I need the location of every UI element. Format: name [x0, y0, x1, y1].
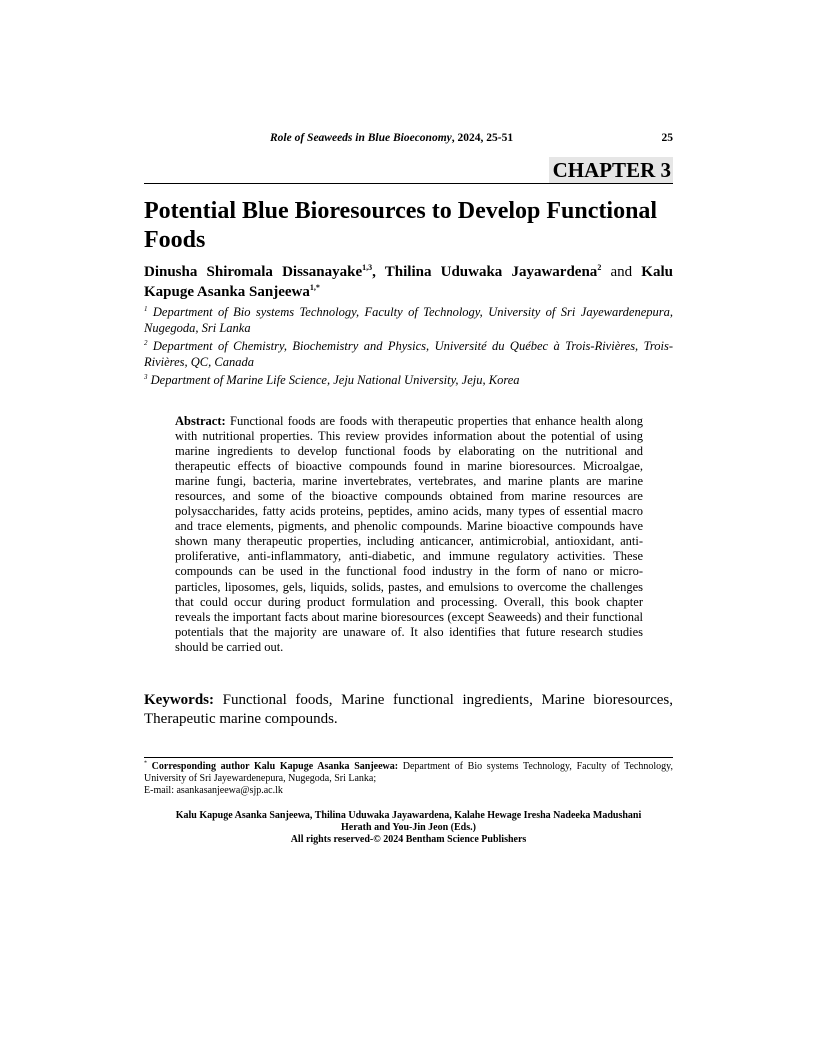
keywords [144, 691, 673, 729]
running-header-title [270, 132, 513, 144]
footnote-text: Department of Bio systems Technology, Faculty of Technology, University of Sri Jayewardenepura, Nugegoda, Sri Lanka; [144, 761, 673, 784]
affiliation [144, 372, 673, 388]
author-affiliation-mark: 1,* [309, 283, 320, 292]
footnote-divider [144, 757, 673, 758]
affiliation [144, 338, 673, 370]
affiliation-text: Department of Bio systems Technology, Faculty of Technology, University of Sri Jayewardenepura, Nugegoda, Sri Lanka [144, 305, 673, 335]
abstract-label: Abstract: [175, 414, 226, 428]
author-name: Kalu Kapuge Asanka Sanjeewa [144, 264, 673, 300]
affiliation-text: Department of Marine Life Science, Jeju National University, Jeju, Korea [147, 373, 520, 387]
keywords-label: Keywords: [144, 692, 214, 708]
copyright-line: All rights reserved-© 2024 Bentham Science Publishers [290, 834, 527, 845]
footnote-email: E-mail: asankasanjeewa@sjp.ac.lk [144, 785, 283, 796]
editors-line: Kalu Kapuge Asanka Sanjeewa, Thilina Uduwaka Jayawardena, Kalahe Hewage Iresha Nadeeka Madushani [175, 810, 642, 821]
author-name: Dinusha Shiromala Dissanayake [144, 264, 363, 280]
author-name: Thilina Uduwaka Jayawardena [384, 264, 598, 280]
affiliation-number: 2 [144, 338, 148, 347]
page [144, 0, 673, 1056]
chapter-label: CHAPTER 3 [549, 157, 673, 183]
author-conjunction: and [601, 264, 642, 280]
page-number: 25 [661, 132, 673, 144]
book-title: Role of Seaweeds in Blue Bioeconomy [270, 132, 452, 144]
publisher-info [144, 810, 673, 846]
author-affiliation-mark: 2 [597, 263, 602, 272]
affiliation-number: 1 [144, 304, 148, 313]
corresponding-author-footnote [144, 761, 673, 797]
author-separator: , [372, 264, 385, 280]
year-pages: , 2024, 25-51 [451, 132, 514, 144]
chapter-divider [144, 183, 673, 184]
abstract-text: Functional foods are foods with therapeutic properties that enhance health along with nutritional properties. This review provides information about the potential of using marine ingredients to develop functional foods by elaborating on the nutritional and therapeutic effects of bioactive compounds found in marine bioresources. Microalgae, marine fungi, bacteria, marine invertebrates, vertebrates, and marine plants are marine resources, and some of the bioactive compounds obtained from marine resources are polysaccharides, fatty acids proteins, peptides, amino acids, many types of essential macro and trace elements, pigments, and phenolic compounds. Marine bioactive compounds have shown many therapeutic properties, including anticancer, antimicrobial, antioxidant, anti-proliferative, anti-inflammatory, anti-diabetic, and immune regulatory activities. These compounds can be used in the functional food industry in the form of nano or micro-particles, liposomes, gels, liquids, solids, pastes, and emulsions to overcome the challenges that could occur during product formulation and processing. Overall, this book chapter reveals the important facts about marine bioresources (except Seaweeds) and their functional potentials that the majority are unaware of. It also identifies that future research studies should be carried out. [175, 414, 643, 654]
author-affiliation-mark: 1,3 [362, 263, 373, 272]
affiliation [144, 304, 673, 336]
footnote-marker: * [144, 760, 147, 767]
affiliation-number: 3 [144, 372, 148, 381]
chapter-title: Potential Blue Bioresources to Develop Functional Foods [144, 198, 658, 253]
editors-line: Herath and You-Jin Jeon (Eds.) [341, 822, 476, 833]
affiliation-text: Department of Chemistry, Biochemistry and Physics, Université du Québec à Trois-Rivières, Trois-Rivières, QC, Canada [144, 339, 673, 369]
abstract [175, 414, 643, 655]
footnote-label: Corresponding author Kalu Kapuge Asanka Sanjeewa: [147, 761, 399, 772]
running-header [144, 132, 673, 148]
keywords-text: Functional foods, Marine functional ingredients, Marine bioresources, Therapeutic marine compounds. [144, 692, 673, 727]
author-list [144, 262, 673, 302]
